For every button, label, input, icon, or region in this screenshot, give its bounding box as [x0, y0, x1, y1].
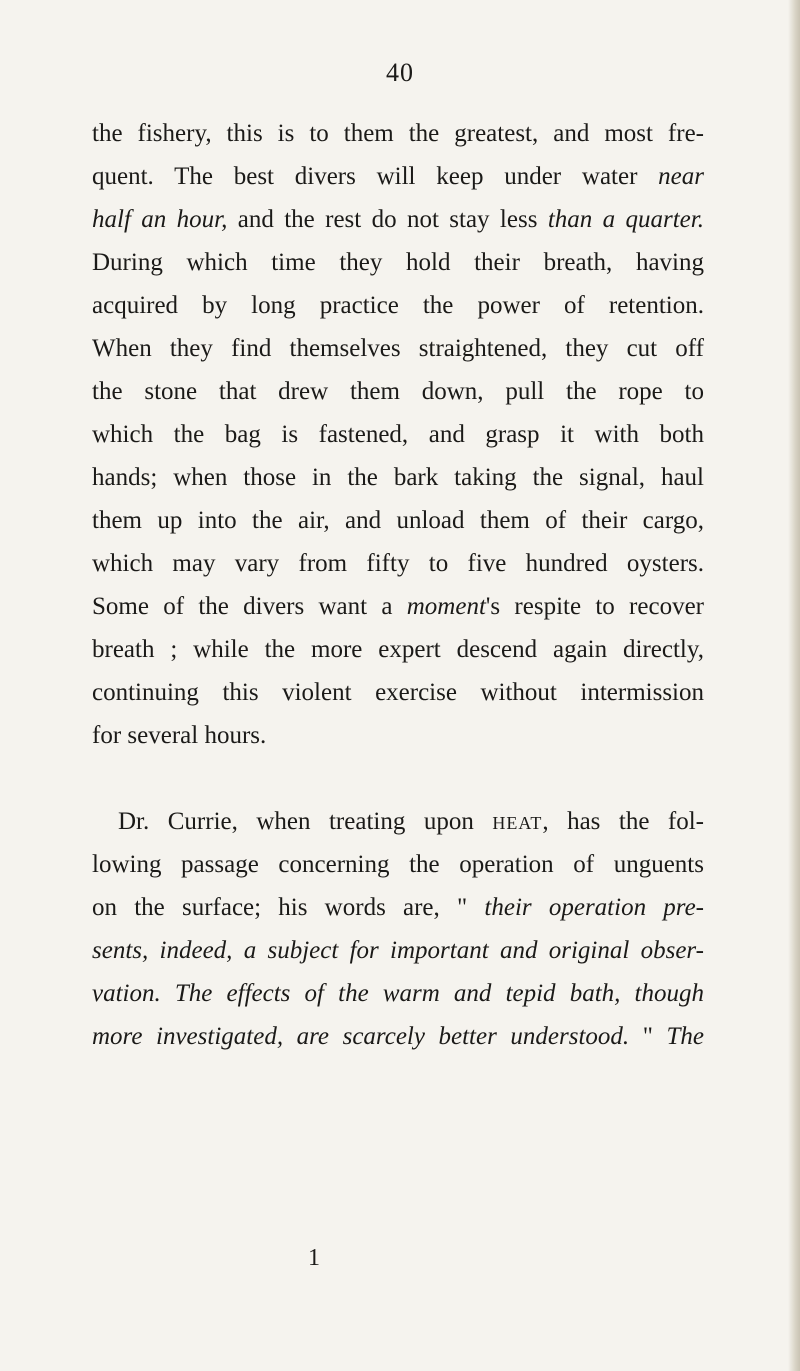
paragraph-fishery-divers — [92, 112, 704, 757]
small-caps-text: heat — [492, 808, 543, 835]
text-line — [92, 198, 704, 241]
text-line — [92, 370, 704, 413]
text-run: When they find themselves straightened, they cut off — [92, 335, 704, 362]
text-run: lowing passage concerning the operation of unguents — [92, 851, 704, 878]
text-run: " — [642, 1023, 667, 1050]
text-run: breath ; while the more expert descend again directly, — [92, 636, 704, 663]
text-line — [92, 628, 704, 671]
text-line — [92, 1015, 704, 1058]
paragraph-gap — [92, 757, 704, 800]
italic-text: half an hour, — [92, 206, 228, 233]
body-text — [92, 112, 704, 1058]
text-line — [92, 284, 704, 327]
text-line — [92, 886, 704, 929]
text-line — [92, 499, 704, 542]
signature-number: 1 — [308, 1245, 320, 1271]
text-run: the fishery, this is to them the greatest, and most fre- — [92, 120, 704, 147]
text-line — [92, 413, 704, 456]
text-run: which may vary from fifty to five hundred oysters. — [92, 550, 704, 577]
text-line — [92, 671, 704, 714]
text-line — [92, 929, 704, 972]
page-number: 40 — [386, 58, 414, 87]
italic-text: moment — [406, 593, 486, 620]
text-run: quent. The best divers will keep under water — [92, 163, 659, 190]
text-run: continuing this violent exercise without intermission — [92, 679, 704, 706]
text-run: Some of the divers want a — [92, 593, 407, 620]
italic-text: than a quarter. — [547, 206, 704, 233]
text-line — [92, 542, 704, 585]
text-line — [92, 327, 704, 370]
text-line — [92, 112, 704, 155]
text-run: acquired by long practice the power of retention. — [92, 292, 704, 319]
text-line — [92, 843, 704, 886]
text-run: 's respite to recover — [485, 593, 704, 620]
italic-text: their operation pre- — [484, 894, 705, 921]
text-run: , has the fol- — [542, 808, 705, 835]
signature-mark — [0, 1245, 800, 1272]
text-line — [92, 241, 704, 284]
text-run: During which time they hold their breath, having — [92, 249, 704, 276]
text-line — [92, 972, 704, 1015]
text-line — [92, 456, 704, 499]
text-run: on the surface; his words are, " — [92, 894, 485, 921]
text-run: which the bag is fastened, and grasp it with both — [92, 421, 704, 448]
text-line — [92, 155, 704, 198]
text-line — [92, 585, 704, 628]
text-run: them up into the air, and unload them of their cargo, — [92, 507, 704, 534]
text-line — [92, 800, 704, 843]
italic-text: vation. The effects of the warm and tepid bath, though — [92, 980, 704, 1007]
text-line — [92, 714, 704, 757]
text-run: and the rest do not stay less — [227, 206, 548, 233]
text-run: hands; when those in the bark taking the signal, haul — [92, 464, 704, 491]
page-edge — [788, 0, 800, 1371]
text-run: for several hours. — [92, 722, 267, 749]
text-run: the stone that drew them down, pull the rope to — [92, 378, 704, 405]
text-run: Dr. Currie, when treating upon — [118, 808, 493, 835]
italic-text: The — [666, 1023, 704, 1050]
paragraph-currie-quote — [92, 800, 704, 1058]
italic-text: sents, indeed, a subject for important and original obser- — [92, 937, 704, 964]
italic-text: more investigated, are scarcely better understood. — [92, 1023, 643, 1050]
italic-text: near — [658, 163, 704, 190]
